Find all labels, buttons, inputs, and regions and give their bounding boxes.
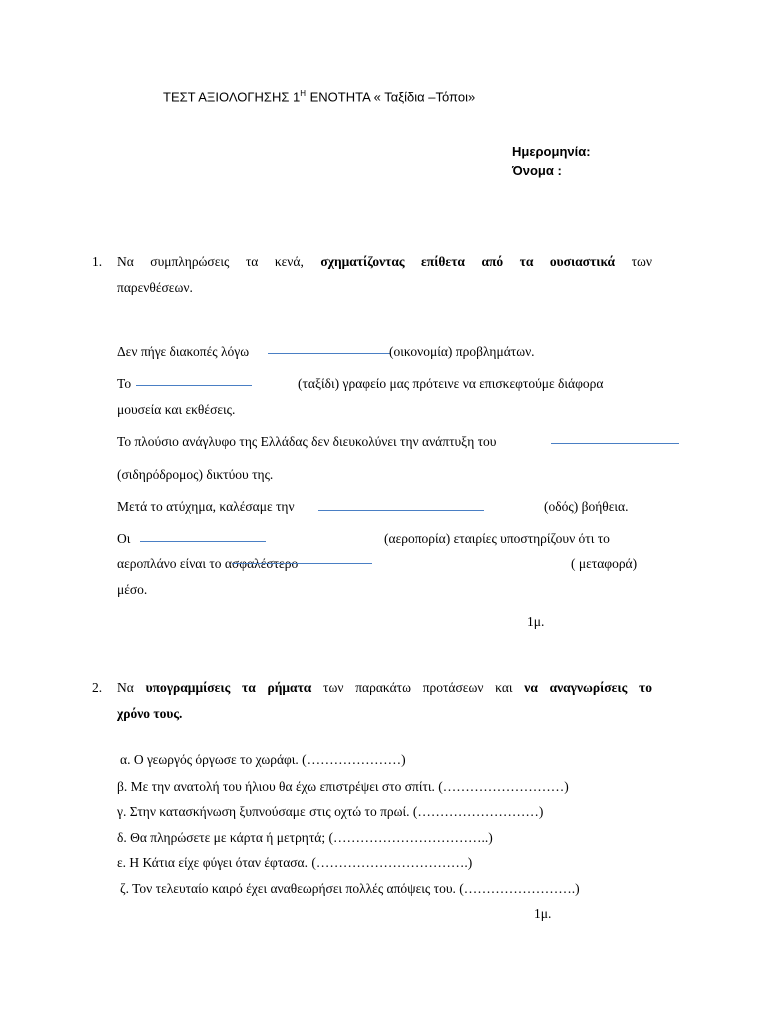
q2-item-a: α. Ο γεωργός όργωσε το χωράφι. (…………………)	[120, 752, 406, 767]
q2-item-c: γ. Στην κατασκήνωση ξυπνούσαμε στις οχτώ το πρωί. (………………………)	[117, 804, 544, 819]
q1-sentence1-start: Δεν πήγε διακοπές λόγω	[117, 344, 250, 359]
title-suffix: ΕΝΟΤΗΤΑ « Ταξίδια –Τόποι»	[306, 89, 476, 105]
q1-sentence5-continued: αεροπλάνο είναι το ασφαλέστερο	[117, 556, 299, 571]
q2-item-d: δ. Θα πληρώσετε με κάρτα ή μετρητά; (……………………………..)	[117, 830, 493, 845]
title-superscript: Η	[300, 89, 307, 98]
q2-intro-text: Να	[117, 680, 146, 695]
q1-sentence5-tail: μέσο.	[117, 582, 148, 597]
q1-sentence2-end: (ταξίδι) γραφείο μας πρότεινε να επισκεφτούμε διάφορα	[298, 376, 604, 391]
q1-sentence4-start: Μετά το ατύχημα, καλέσαμε την	[117, 499, 295, 514]
q1-sentence2-start: Το	[117, 376, 132, 391]
q2-intro-continued: χρόνο τους.	[117, 706, 183, 721]
q1-intro-bold: σχηματίζοντας επίθετα από τα ουσιαστικά	[320, 254, 616, 269]
q1-intro-end: των	[615, 254, 652, 269]
q1-sentence3-start: Το πλούσιο ανάγλυφο της Ελλάδας δεν διευκολύνει την ανάπτυξη του	[117, 434, 497, 449]
q2-intro-bold-2: να αναγνωρίσεις το	[524, 680, 652, 695]
q2-points: 1μ.	[534, 906, 552, 921]
q1-instruction	[117, 254, 652, 270]
q1-sentence5-paren: ( μεταφορά)	[571, 556, 638, 571]
q2-item-f: ζ. Τον τελευταίο καιρό έχει αναθεωρήσει πολλές απόψεις του. (…………………….)	[120, 881, 580, 896]
q1-intro-continued: παρενθέσεων.	[117, 280, 193, 295]
title-prefix: ΤΕΣΤ ΑΞΙΟΛΟΓΗΣΗΣ 1	[163, 89, 301, 105]
q2-intro-bold-1: υπογραμμίσεις τα ρήματα	[145, 680, 312, 695]
q2-intro-middle: των παρακάτω προτάσεων και	[311, 680, 525, 695]
date-label: Ημερομηνία:	[512, 144, 591, 159]
q1-blank-3[interactable]	[551, 443, 679, 444]
page-title	[163, 89, 475, 104]
q2-instruction	[117, 680, 652, 696]
q2-item-b: β. Με την ανατολή του ήλιου θα έχω επιστρέψει στο σπίτι. (………………………)	[117, 779, 569, 794]
q2-number: 2.	[92, 680, 103, 695]
q1-points: 1μ.	[527, 614, 545, 629]
q1-sentence5-start: Οι	[117, 531, 131, 546]
q1-blank-6[interactable]	[232, 563, 372, 564]
q1-blank-2[interactable]	[136, 385, 252, 386]
q1-blank-4[interactable]	[318, 510, 484, 511]
q1-sentence2-continued: μουσεία και εκθέσεις.	[117, 402, 236, 417]
q1-blank-5[interactable]	[140, 541, 266, 542]
name-label: Όνομα :	[512, 163, 562, 178]
q1-sentence1-end: (οικονομία) προβλημάτων.	[389, 344, 535, 359]
q1-sentence3-continued: (σιδηρόδρομος) δικτύου της.	[117, 467, 274, 482]
q1-blank-1[interactable]	[268, 353, 390, 354]
q1-sentence4-end: (οδός) βοήθεια.	[544, 499, 629, 514]
q1-number: 1.	[92, 254, 103, 269]
q1-sentence5-end: (αεροπορία) εταιρίες υποστηρίζουν ότι το	[384, 531, 610, 546]
q1-intro-text: Να συμπληρώσεις τα κενά,	[117, 254, 321, 269]
q2-item-e: ε. Η Κάτια είχε φύγει όταν έφτασα. (…………………………….)	[117, 855, 473, 870]
